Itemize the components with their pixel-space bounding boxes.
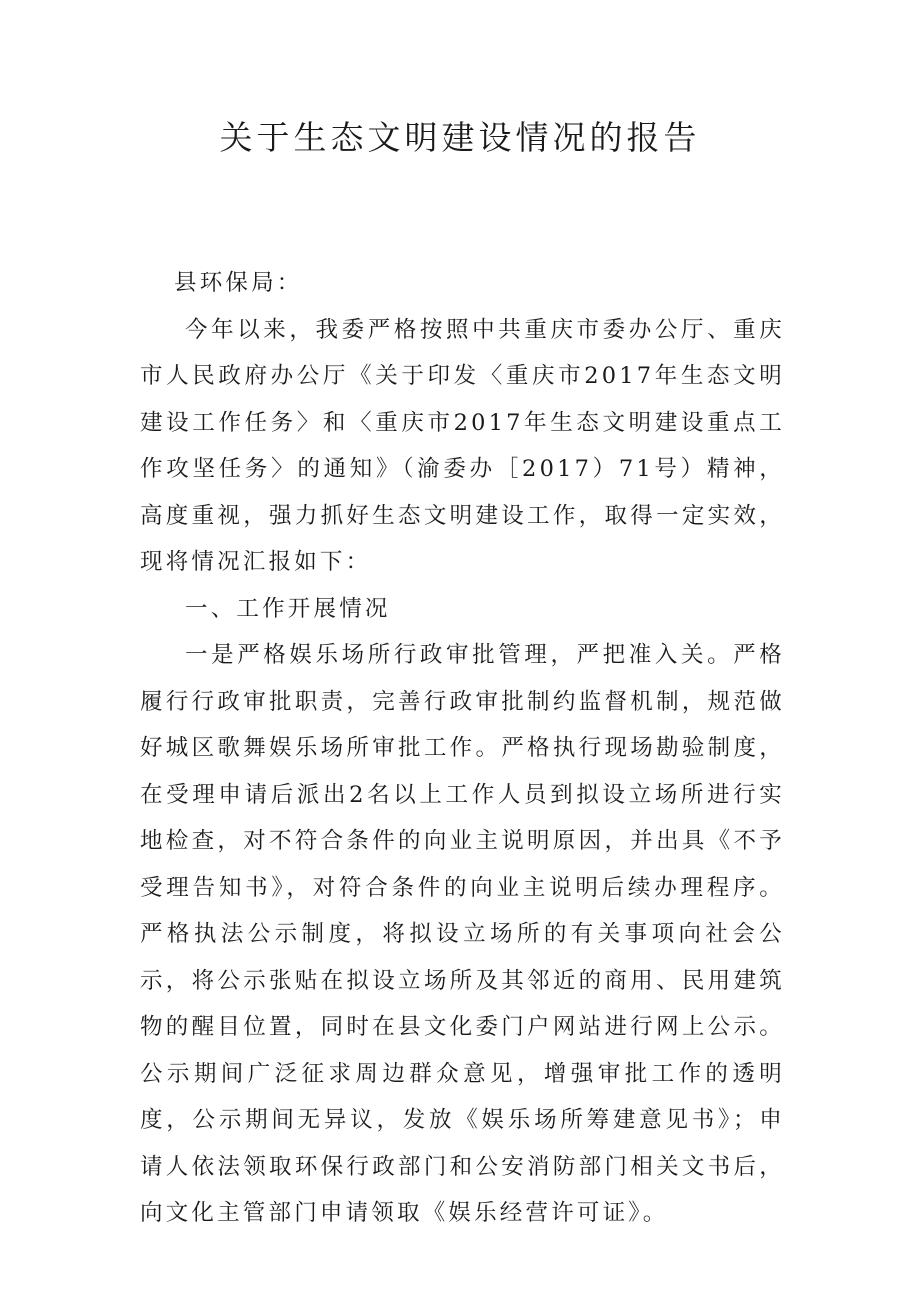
document-title: 关于生态文明建设情况的报告 xyxy=(219,118,701,157)
section-heading: 一、工作开展情况 xyxy=(185,595,391,622)
document-body xyxy=(140,260,785,1237)
salutation: 县环保局： xyxy=(174,270,303,296)
paragraph-intro: 今年以来，我委严格按照中共重庆市委办公厅、重庆市人民政府办公厅《关于印发〈重庆市2017年生态文明建设工作任务〉和〈重庆市2017年生态文明建设重点工作攻坚任务〉的通知》（渝委办［2017）71号）精神，高度重视，强力抓好生态文明建设工作，取得一定实效，现将情况汇报如下： xyxy=(140,316,785,575)
paragraph-item-one: 一是严格娱乐场所行政审批管理，严把准入关。严格履行行政审批职责，完善行政审批制约监督机制，规范做好城区歌舞娱乐场所审批工作。严格执行现场勘验制度，在受理申请后派出2名以上工作人员到拟设立场所进行实地检查，对不符合条件的向业主说明原因，并出具《不予受理告知书》，对符合条件的向业主说明后续办理程序。严格执法公示制度，将拟设立场所的有关事项向社会公示，将公示张贴在拟设立场所及其邻近的商用、民用建筑物的醒目位置，同时在县文化委门户网站进行网上公示。公示期间广泛征求周边群众意见，增强审批工作的透明度，公示期间无异议，发放《娱乐场所筹建意见书》；申请人依法领取环保行政部门和公安消防部门相关文书后，向文化主管部门申请领取《娱乐经营许可证》。 xyxy=(140,642,785,1226)
